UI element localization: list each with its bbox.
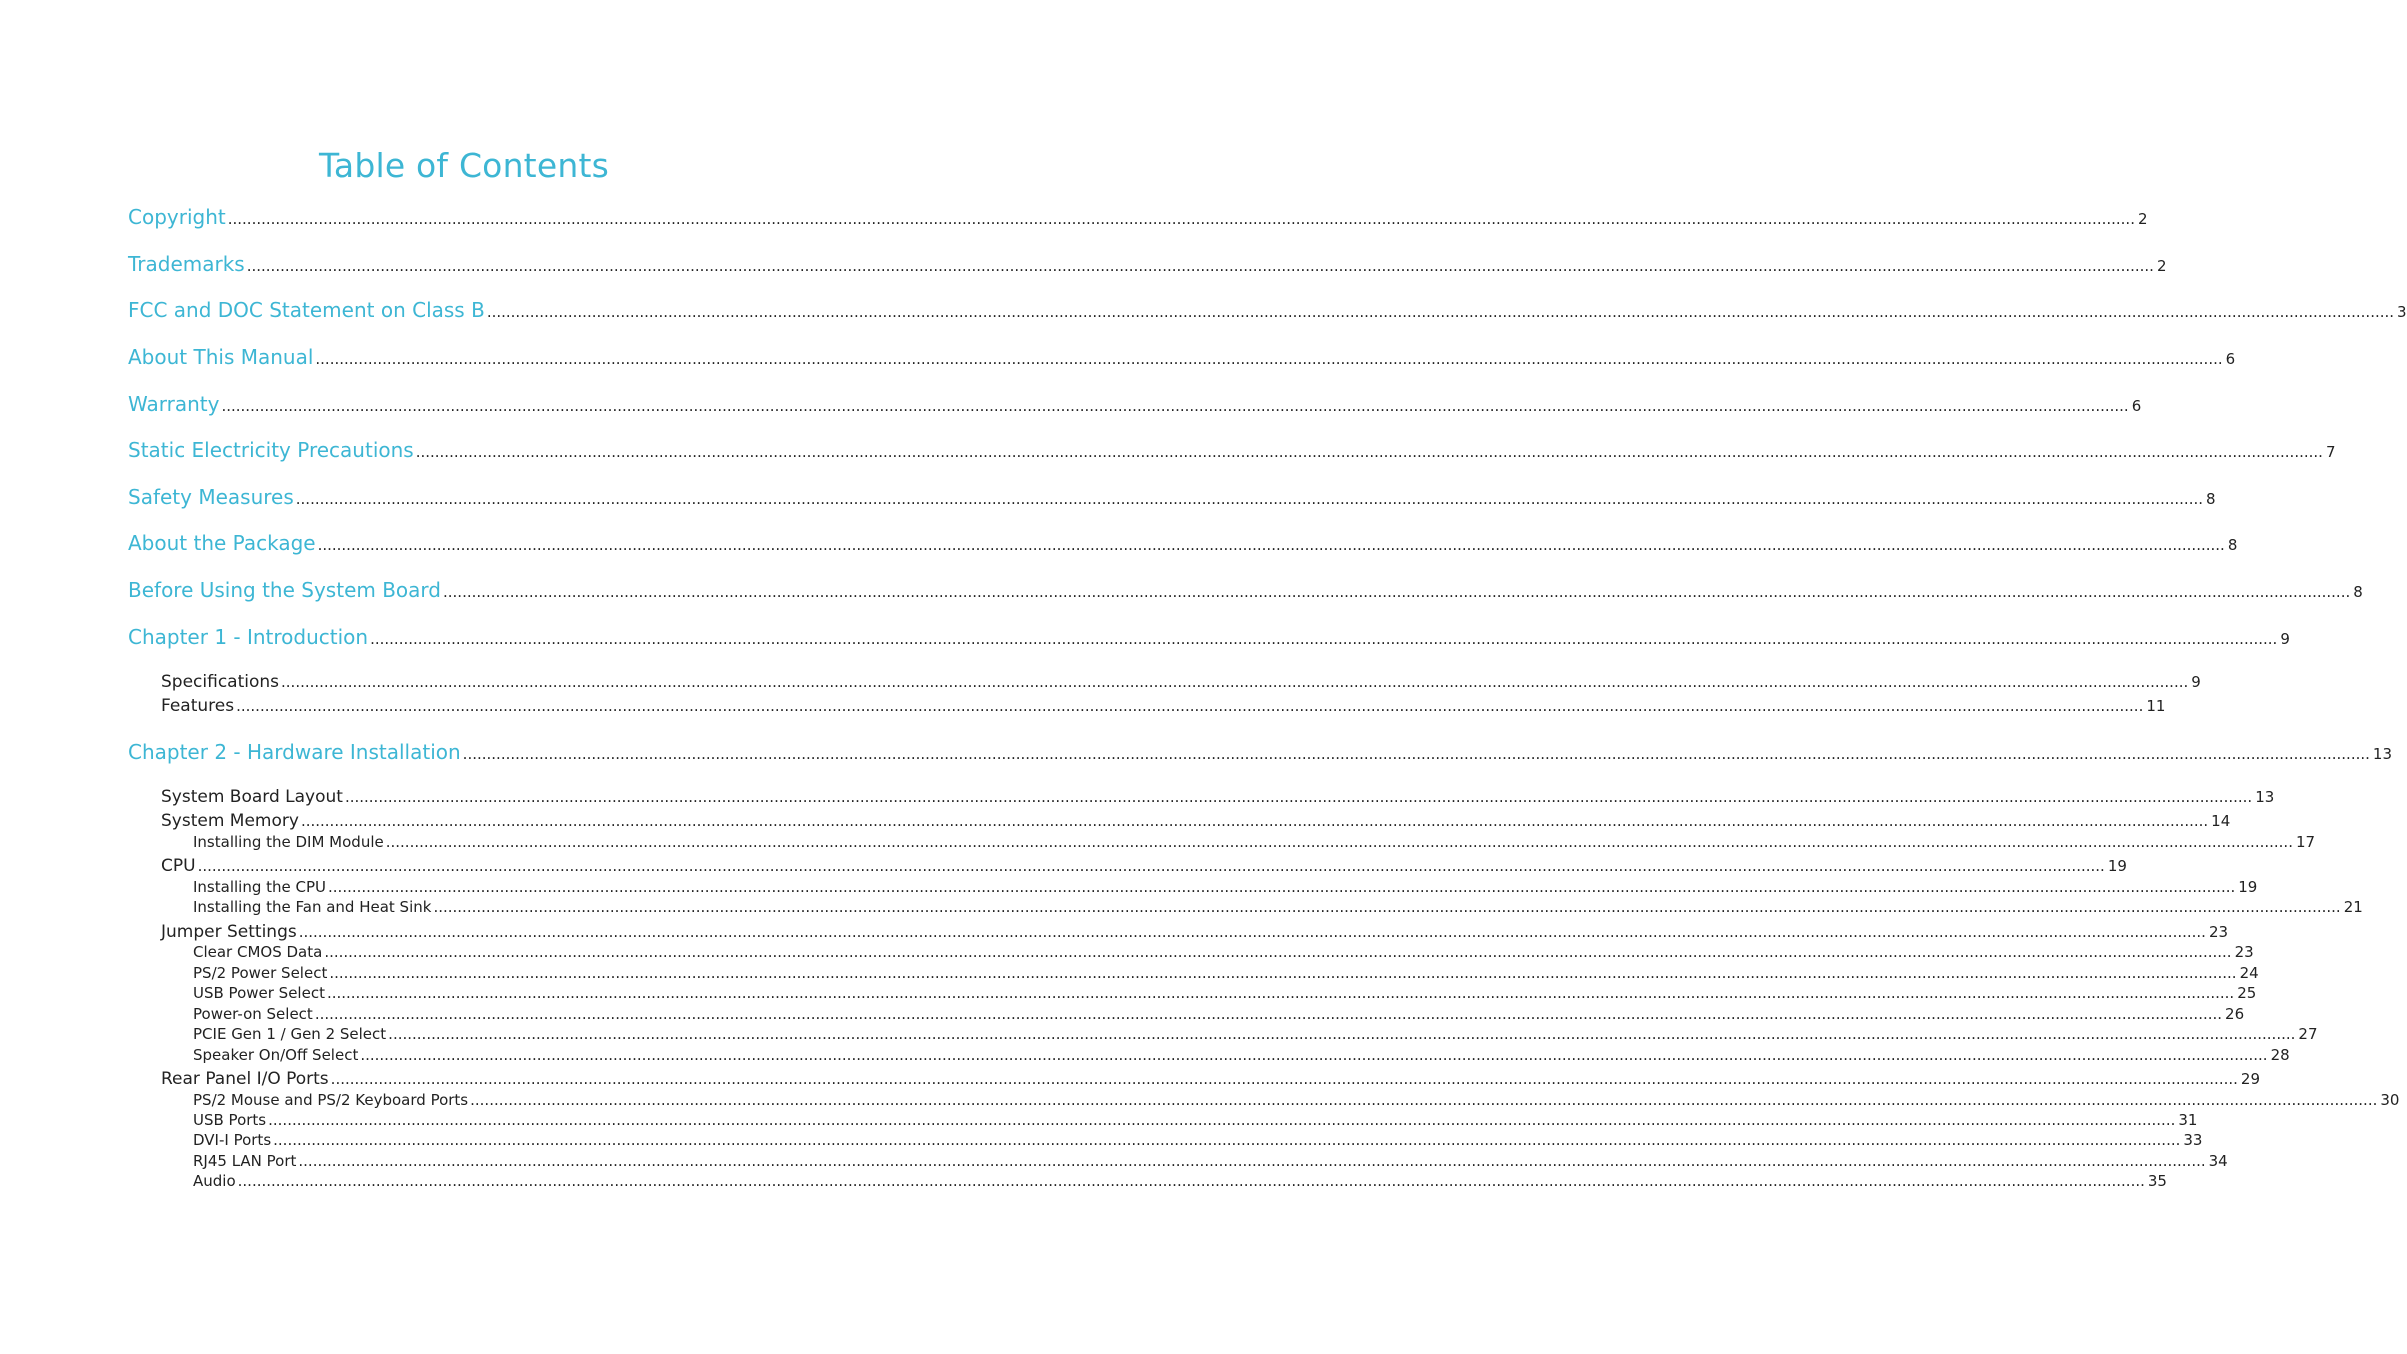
dot-leader: ................................................................................................................................................................................................................................................................................................................................................................................................................	[281, 673, 2189, 691]
toc-entry[interactable]	[193, 1130, 2203, 1150]
toc-entry-label: Installing the CPU	[193, 878, 327, 896]
dot-leader: ................................................................................................................................................................................................................................................................................................................................................................................................................	[246, 257, 2154, 275]
dot-leader: ................................................................................................................................................................................................................................................................................................................................................................................................................	[273, 1131, 2181, 1149]
toc-entry[interactable]	[128, 624, 2290, 650]
toc-entry-label: Clear CMOS Data	[193, 943, 323, 961]
toc-entry-label: Rear Panel I/O Ports	[161, 1069, 329, 1089]
dot-leader: ................................................................................................................................................................................................................................................................................................................................................................................................................	[326, 984, 2235, 1002]
toc-entry[interactable]	[193, 963, 2259, 983]
toc-entry[interactable]	[128, 251, 2167, 277]
toc-entry-label: CPU	[161, 856, 196, 876]
toc-entry-page: 13	[2255, 788, 2275, 806]
toc-entry-page: 28	[2270, 1046, 2290, 1064]
toc-entry[interactable]	[193, 832, 2316, 852]
dot-leader: ................................................................................................................................................................................................................................................................................................................................................................................................................	[295, 490, 2203, 508]
toc-entry-label: Safety Measures	[128, 485, 294, 509]
toc-entry[interactable]	[193, 942, 2254, 962]
toc-entry-label: Installing the DIM Module	[193, 833, 384, 851]
toc-entry[interactable]	[193, 1045, 2290, 1065]
toc-entry-page: 30	[2380, 1091, 2400, 1109]
toc-entry[interactable]	[161, 786, 2275, 808]
toc-entry-label: System Board Layout	[161, 787, 343, 807]
toc-entry-label: DVI-I Ports	[193, 1131, 272, 1149]
toc-entry-page: 17	[2295, 833, 2316, 851]
toc-entry-page: 8	[2227, 536, 2238, 554]
toc-entry-page: 2	[2156, 257, 2167, 275]
toc-entry[interactable]	[193, 1004, 2245, 1024]
toc-entry-page: 2	[2137, 210, 2148, 228]
toc-entry-page: 3	[2397, 303, 2407, 321]
toc-entry[interactable]	[193, 1090, 2400, 1110]
dot-leader: ................................................................................................................................................................................................................................................................................................................................................................................................................	[328, 878, 2236, 896]
toc-entry-label: Jumper Settings	[161, 922, 297, 942]
toc-entry-page: 21	[2343, 898, 2363, 916]
toc-entry-page: 8	[2353, 583, 2363, 601]
dot-leader: ................................................................................................................................................................................................................................................................................................................................................................................................................	[385, 833, 2293, 851]
toc-entry[interactable]	[128, 344, 2236, 370]
toc-entry-label: Before Using the System Board	[128, 578, 441, 602]
toc-entry-page: 13	[2372, 745, 2392, 763]
toc-entry-page: 9	[2191, 673, 2201, 691]
toc-entry-page: 24	[2239, 964, 2259, 982]
toc-entry[interactable]	[128, 530, 2238, 556]
dot-leader: ................................................................................................................................................................................................................................................................................................................................................................................................................	[317, 536, 2225, 554]
toc-entry[interactable]	[161, 810, 2231, 832]
dot-leader: ................................................................................................................................................................................................................................................................................................................................................................................................................	[315, 350, 2223, 368]
dot-leader: ................................................................................................................................................................................................................................................................................................................................................................................................................	[370, 630, 2278, 648]
toc-entry-label: Installing the Fan and Heat Sink	[193, 898, 432, 916]
toc-entry-page: 23	[2234, 943, 2254, 961]
dot-leader: ................................................................................................................................................................................................................................................................................................................................................................................................................	[324, 943, 2232, 961]
dot-leader: ................................................................................................................................................................................................................................................................................................................................................................................................................	[298, 1152, 2206, 1170]
toc-entry-page: 11	[2146, 697, 2166, 715]
toc-entry[interactable]	[161, 855, 2127, 877]
dot-leader: ................................................................................................................................................................................................................................................................................................................................................................................................................	[486, 303, 2395, 321]
toc-entry-label: Specifications	[161, 672, 280, 692]
dot-leader: ................................................................................................................................................................................................................................................................................................................................................................................................................	[470, 1091, 2378, 1109]
toc-entry-label: About This Manual	[128, 345, 314, 369]
toc-entry-label: Features	[161, 696, 235, 716]
toc-entry[interactable]	[193, 1151, 2228, 1171]
toc-entry-page: 35	[2147, 1172, 2167, 1190]
toc-entry-label: Static Electricity Precautions	[128, 438, 414, 462]
toc-entry[interactable]	[193, 877, 2258, 897]
toc-entry[interactable]	[161, 695, 2166, 717]
dot-leader: ................................................................................................................................................................................................................................................................................................................................................................................................................	[388, 1025, 2296, 1043]
toc-entry-page: 33	[2183, 1131, 2203, 1149]
toc-entry[interactable]	[128, 391, 2142, 417]
toc-entry-page: 26	[2225, 1005, 2245, 1023]
dot-leader: ................................................................................................................................................................................................................................................................................................................................................................................................................	[236, 697, 2144, 715]
toc-entry[interactable]	[193, 1171, 2167, 1191]
toc-entry[interactable]	[193, 897, 2363, 917]
toc-entry-page: 29	[2240, 1070, 2260, 1088]
dot-leader: ................................................................................................................................................................................................................................................................................................................................................................................................................	[344, 788, 2253, 806]
dot-leader: ................................................................................................................................................................................................................................................................................................................................................................................................................	[300, 812, 2209, 830]
page-title: Table of Contents	[319, 146, 609, 185]
dot-leader: ................................................................................................................................................................................................................................................................................................................................................................................................................	[329, 964, 2237, 982]
toc-entry-label: USB Power Select	[193, 984, 325, 1002]
toc-entry-page: 27	[2298, 1025, 2318, 1043]
toc-entry[interactable]	[128, 437, 2336, 463]
toc-entry-label: PCIE Gen 1 / Gen 2 Select	[193, 1025, 387, 1043]
dot-leader: ................................................................................................................................................................................................................................................................................................................................................................................................................	[330, 1070, 2238, 1088]
toc-entry-label: Audio	[193, 1172, 236, 1190]
dot-leader: ................................................................................................................................................................................................................................................................................................................................................................................................................	[197, 857, 2105, 875]
toc-entry-page: 9	[2280, 630, 2290, 648]
toc-entry-label: Trademarks	[128, 252, 245, 276]
toc-entry-label: Speaker On/Off Select	[193, 1046, 359, 1064]
toc-entry-label: RJ45 LAN Port	[193, 1152, 297, 1170]
toc-entry-label: USB Ports	[193, 1111, 267, 1129]
toc-entry-label: About the Package	[128, 531, 316, 555]
toc-entry-page: 6	[2131, 397, 2142, 415]
toc-entry-label: Chapter 2 - Hardware Installation	[128, 740, 461, 764]
toc-entry[interactable]	[128, 739, 2392, 765]
dot-leader: ................................................................................................................................................................................................................................................................................................................................................................................................................	[360, 1046, 2268, 1064]
toc-entry-page: 19	[2107, 857, 2127, 875]
toc-entry-page: 14	[2211, 812, 2231, 830]
toc-entry[interactable]	[161, 671, 2201, 693]
dot-leader: ................................................................................................................................................................................................................................................................................................................................................................................................................	[221, 397, 2129, 415]
toc-entry[interactable]	[193, 1024, 2318, 1044]
toc-entry[interactable]	[128, 297, 2407, 323]
toc-entry-page: 25	[2237, 984, 2257, 1002]
toc-entry[interactable]	[193, 983, 2257, 1003]
toc-entry-label: PS/2 Mouse and PS/2 Keyboard Ports	[193, 1091, 469, 1109]
toc-entry-label: Warranty	[128, 392, 220, 416]
toc-entry[interactable]	[128, 204, 2148, 230]
toc-entry-label: Copyright	[128, 205, 226, 229]
toc-entry-page: 34	[2208, 1152, 2228, 1170]
toc-entry-label: Chapter 1 - Introduction	[128, 625, 369, 649]
dot-leader: ................................................................................................................................................................................................................................................................................................................................................................................................................	[314, 1005, 2223, 1023]
toc-entry-page: 31	[2178, 1111, 2198, 1129]
dot-leader: ................................................................................................................................................................................................................................................................................................................................................................................................................	[443, 583, 2351, 601]
toc-entry-label: PS/2 Power Select	[193, 964, 328, 982]
dot-leader: ................................................................................................................................................................................................................................................................................................................................................................................................................	[298, 923, 2206, 941]
toc-entry-page: 23	[2208, 923, 2229, 941]
toc-entry[interactable]	[193, 1110, 2198, 1130]
toc-entry-label: Power-on Select	[193, 1005, 313, 1023]
toc-entry-label: System Memory	[161, 811, 299, 831]
toc-entry-page: 6	[2225, 350, 2236, 368]
toc-entry-page: 7	[2325, 443, 2336, 461]
toc-entry[interactable]	[161, 1068, 2260, 1090]
dot-leader: ................................................................................................................................................................................................................................................................................................................................................................................................................	[415, 443, 2323, 461]
toc-entry[interactable]	[128, 484, 2216, 510]
toc-entry-page: 19	[2238, 878, 2258, 896]
toc-entry[interactable]	[128, 577, 2363, 603]
dot-leader: ................................................................................................................................................................................................................................................................................................................................................................................................................	[268, 1111, 2176, 1129]
dot-leader: ................................................................................................................................................................................................................................................................................................................................................................................................................	[433, 898, 2341, 916]
toc-entry-page: 8	[2206, 490, 2216, 508]
dot-leader: ................................................................................................................................................................................................................................................................................................................................................................................................................	[462, 745, 2370, 763]
dot-leader: ................................................................................................................................................................................................................................................................................................................................................................................................................	[227, 210, 2135, 228]
toc-entry[interactable]	[161, 921, 2229, 943]
toc-entry-label: FCC and DOC Statement on Class B	[128, 298, 485, 322]
dot-leader: ................................................................................................................................................................................................................................................................................................................................................................................................................	[237, 1172, 2145, 1190]
